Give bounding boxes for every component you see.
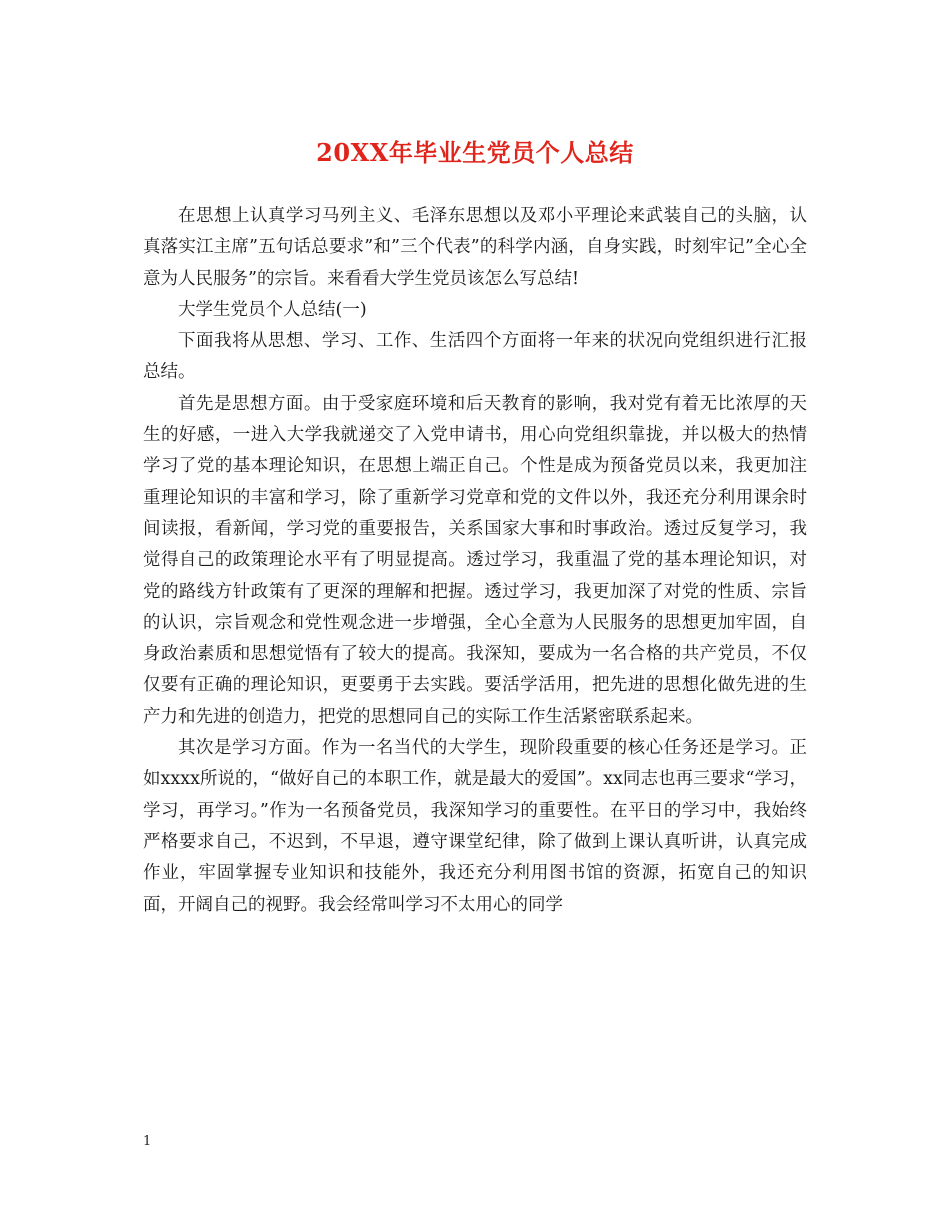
- document-title: 20XX年毕业生党员个人总结: [316, 138, 634, 167]
- paragraph-thought: 首先是思想方面。由于受家庭环境和后天教育的影响，我对党有着无比浓厚的天生的好感，一进入大学我就递交了入党申请书，用心向党组织靠拢，并以极大的热情学习了党的基本理论知识，在思想上端正自己。个性是成为预备党员以来，我更加注重理论知识的丰富和学习，除了重新学习党章和党的文件以外，我还充分利用课余时间读报，看新闻，学习党的重要报告，关系国家大事和时事政治。透过反复学习，我觉得自己的政策理论水平有了明显提高。透过学习，我重温了党的基本理论知识，对党的路线方针政策有了更深的理解和把握。透过学习，我更加深了对党的性质、宗旨的认识，宗旨观念和党性观念进一步增强，全心全意为人民服务的思想更加牢固，自身政治素质和思想觉悟有了较大的提高。我深知，要成为一名合格的共产党员，不仅仅要有正确的理论知识，更要勇于去实践。要活学活用，把先进的思想化做先进的生产力和先进的创造力，把党的思想同自己的实际工作生活紧密联系起来。: [143, 393, 807, 727]
- section-heading: 大学生党员个人总结(一): [178, 299, 367, 320]
- document-body: [143, 201, 807, 921]
- page-number: 1: [143, 1134, 152, 1149]
- paragraph-overview: 下面我将从思想、学习、工作、生活四个方面将一年来的状况向党组织进行汇报总结。: [143, 331, 807, 383]
- paragraph-intro: 在思想上认真学习马列主义、毛泽东思想以及邓小平理论来武装自己的头脑，认真落实江主席”五句话总要求”和”三个代表”的科学内涵，自身实践，时刻牢记”全心全意为人民服务”的宗旨。来看看大学生党员该怎么写总结!: [143, 206, 807, 289]
- paragraph-study: 其次是学习方面。作为一名当代的大学生，现阶段重要的核心任务还是学习。正如xxxx所说的，“做好自己的本职工作，就是最大的爱国”。xx同志也再三要求“学习，学习，再学习。”作为一名预备党员，我深知学习的重要性。在平日的学习中，我始终严格要求自己，不迟到，不早退，遵守课堂纪律，除了做到上课认真听讲，认真完成作业，牢固掌握专业知识和技能外，我还充分利用图书馆的资源，拓宽自己的知识面，开阔自己的视野。我会经常叫学习不太用心的同学: [143, 738, 807, 915]
